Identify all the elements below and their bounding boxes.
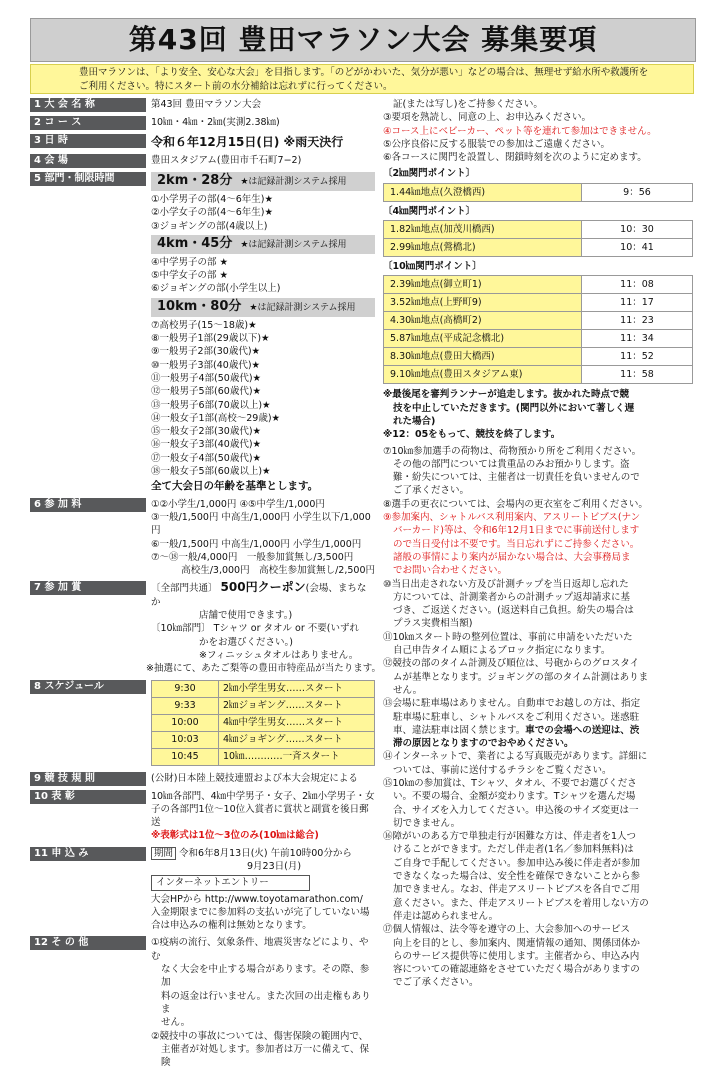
other-line: なく大会を中止する場合があります。その際、参加 <box>161 964 370 989</box>
division-10km-header: 10km・80分 ★は記録計測システム採用 <box>151 298 375 317</box>
section-fee <box>30 498 375 578</box>
period-start: 令和6年8月13日(火) 午前10時00分から <box>179 847 352 859</box>
other-line-warning: ④コース上にベビーカー、ペット等を連れて参加はできません。 <box>383 125 657 137</box>
other-line: 駐車場に駐車し、シャトルバスをご利用ください。迷惑駐 <box>393 711 640 723</box>
entry-line: 合は申込みの権利は無効となります。 <box>151 920 312 932</box>
other-line: ⑤公序良俗に反する服装での参加はご遠慮ください。 <box>383 138 611 150</box>
prize-common-tag: 〔全部門共通〕 <box>151 583 218 595</box>
table-row: 10:03 4㎞ジョギング……スタート <box>152 731 375 748</box>
other-line: ⑯障がいのある方で単独走行が困難な方は、伴走者を1人つ <box>383 831 637 843</box>
finisher-note: ※フィニッシュタオルはありません。 <box>199 649 359 661</box>
other-line: 伴走は認められません。 <box>393 910 499 922</box>
fee-line: ③一般/1,500円 中高生/1,000円 小学生以下/1,000円 <box>151 511 371 537</box>
gate-10km-table <box>383 275 693 384</box>
section-label: 6 参 加 料 <box>30 498 146 512</box>
division-item: ②小学女子の部(4〜6年生)★ <box>151 207 274 219</box>
other-line: ⑫競技の部のタイム計測及び順位は、号砲からのグロスタイ <box>383 658 640 670</box>
division-item: ⑬一般男子6部(70歳以上)★ <box>151 399 271 411</box>
other-line-warning: バーカード)等は、令和6年12月1日までに事前送付します <box>393 525 640 537</box>
other-line: 容についての確認連絡をさせていただく場合がありますの <box>393 964 640 976</box>
table-row: 9:33 2㎞ジョギング……スタート <box>152 697 375 714</box>
division-item: ⑥ジョギングの部(小学生以上) <box>151 283 281 295</box>
division-item: ⑨一般男子2部(30歳代)★ <box>151 346 261 358</box>
section-course <box>30 116 375 130</box>
section-prize <box>30 580 382 675</box>
fee-line: ①②小学生/1,000円 ④⑤中学生/1,000円 <box>151 498 325 510</box>
other-line: その他の部門については貴重品のみお預かりします。盗 <box>393 458 630 470</box>
other-line: ②競技中の事故については、傷害保険の範囲内で、 <box>151 1030 369 1042</box>
other-line: 加できません。なお、伴走アスリートビブスを各自でご用 <box>393 884 640 896</box>
division-item: ⑱一般女子5部(60歳以上)★ <box>151 466 271 478</box>
division-item: ⑮一般女子2部(30歳代)★ <box>151 426 262 438</box>
other-line: できなくなった場合は、安全性を確保できないことから参 <box>393 871 641 883</box>
other-line: プラス実費相当額) <box>393 618 473 630</box>
section-application <box>30 847 375 933</box>
entry-line: 入金期限までに参加料の支払いが完了していない場 <box>151 906 370 918</box>
division-4km-header: 4km・45分 ★は記録計測システム採用 <box>151 235 375 254</box>
event-date: 令和６年12月15日(日) ※雨天決行 <box>151 135 344 149</box>
other-line-warning: でお問い合わせください。 <box>393 565 508 577</box>
section-schedule <box>30 680 375 766</box>
award-line: 子の各部門1位〜10位入賞者に賞状と副賞を後日郵送 <box>151 803 369 829</box>
coupon-amount: 500円クーポン <box>220 580 306 595</box>
division-item: ⑤中学女子の部 ★ <box>151 270 229 282</box>
division-item: ⑯一般女子3部(40歳代)★ <box>151 439 262 451</box>
gate-4km-table <box>383 220 693 257</box>
table-row: 9.10㎞地点(豊田スタジアム東) 11：58 <box>384 366 693 384</box>
section-label: 9 競 技 規 則 <box>30 772 146 786</box>
section-label: 8 スケジュール <box>30 680 146 694</box>
entry-url-line: 大会HPから http://www.toyotamarathon.com/ <box>151 893 363 905</box>
table-row: 9:30 2㎞小学生男女……スタート <box>152 680 375 697</box>
other-line: ⑪10㎞スタート時の整列位置は、事前に申請をいただいた <box>383 631 633 643</box>
section-rules <box>30 772 375 786</box>
other-line: 意ください。また、伴走アスリートビブスを着用しない方の <box>393 897 649 909</box>
other-line: けることができます。ただし伴走者(1名／参加料無料)は <box>393 844 634 856</box>
other-line: でご了承ください。 <box>393 977 479 989</box>
other-line: せん。 <box>393 684 423 696</box>
other-line-warning: ので当日受付は不要です。当日忘れずにご持参ください。 <box>393 538 640 550</box>
section-label: 7 参 加 賞 <box>30 581 146 595</box>
other-line: ⑩当日出走されない方及び計測チップを当日返却し忘れた <box>383 578 629 590</box>
section-text: 豊田スタジアム(豊田市千石町7−2) <box>151 155 302 166</box>
left-column <box>30 98 382 1071</box>
division-item: ⑧一般男子1部(29歳以下)★ <box>151 333 270 345</box>
right-column <box>383 98 701 990</box>
fee-line: 高校生/3,000円 高校生参加賞無し/2,500円 <box>181 565 375 577</box>
other-line: 合、サイズを入力してください。申込後のサイズ変更は一 <box>393 804 639 816</box>
other-line: らのサービス提供等に使用します。主催者から、申込み内 <box>393 950 640 962</box>
other-line: 主催者が対処します。参加者は万一に備えて、保険 <box>161 1043 370 1069</box>
other-line: ⑰個人情報は、法令等を遵守の上、大会参加へのサービス <box>383 924 631 936</box>
table-row: 10:00 4㎞中学生男女……スタート <box>152 714 375 731</box>
section-label: 11 申 込 み <box>30 847 146 861</box>
table-row: 4.30㎞地点(高橋町2) 11：23 <box>384 312 693 330</box>
section-text: 10㎞・4㎞・2㎞(実測2.38㎞) <box>151 117 280 128</box>
division-item: ④中学男子の部 ★ <box>151 256 229 268</box>
section-text: (公財)日本陸上競技連盟および本大会規定による <box>151 772 358 784</box>
other-line: 証(または写し)をご持参ください。 <box>393 99 543 110</box>
coupon-note: (会場、まちなか <box>151 583 367 608</box>
no-dropoff-note: 滞の原因となりますのでおやめください。 <box>393 738 574 750</box>
other-line-warning: 諸般の事情により案内が届かない場合は、大会事務局ま <box>393 551 631 563</box>
period-end: 9月23日(月) <box>247 860 302 872</box>
section-label: 3 日 時 <box>30 134 146 148</box>
other-line: ついては、事前に送付するチラシをご覧ください。 <box>393 764 612 776</box>
section-label: 10 表 彰 <box>30 790 146 804</box>
other-line: ①疫病の流行、気象条件、地震災害などにより、やむ <box>151 937 369 962</box>
other-line: 方については、計測業者からの計測チップ返却請求に基 <box>393 591 631 603</box>
award-line: 10㎞各部門、4㎞中学男子・女子、2㎞小学男子・女 <box>151 790 375 802</box>
other-line: せん。 <box>161 1017 191 1029</box>
period-tag: 期間 <box>151 847 176 860</box>
sweeper-note: ※最後尾を審判ランナーが追走します。抜かれた時点で競 <box>383 389 629 401</box>
other-line: ⑮10㎞の参加賞は、Tシャツ、タオル、不要でお選びくださ <box>383 777 637 789</box>
section-other <box>30 936 375 1069</box>
no-dropoff-note: 車での会場への送迎は、渋 <box>525 724 640 736</box>
other-line: づき、ご返送ください。(返送料自己負担。紛失の場合は <box>393 605 634 617</box>
section-text: 第43回 豊田マラソン大会 <box>151 99 262 110</box>
other-line: ⑥各コースに関門を設置し、閉鎖時刻を次のように定めます。 <box>383 152 647 164</box>
section-divisions <box>30 172 375 494</box>
lottery-note: ※抽選にて、あたご梨等の豊田市特産品が当たります。 <box>146 663 382 675</box>
sweeper-note: 技を中止していただきます。(関門以外において著しく遅 <box>393 402 635 414</box>
notice-line: 豊田マラソンは、「より安全、安心な大会」を目指します。「のどがかわいた、気分が悪い」などの場合は、無理せず給水所や救護所を <box>79 67 649 78</box>
fee-line: ⑥一般/1,500円 中高生/1,000円 小学生/1,000円 <box>151 538 362 550</box>
division-item: ⑭一般女子1部(高校〜29歳)★ <box>151 412 281 424</box>
table-row: 2.99㎞地点(鶯橋北) 10：41 <box>384 239 693 257</box>
division-2km-header: 2km・28分 ★は記録計測システム採用 <box>151 172 375 191</box>
section-venue <box>30 154 375 168</box>
other-line: 難・紛失については、主催者は一切責任を負いませんので <box>393 472 640 484</box>
other-line: 切できません。 <box>393 817 461 829</box>
gate-2km-heading: 〔2㎞関門ポイント〕 <box>383 168 476 180</box>
section-label: 12 そ の 他 <box>30 936 146 950</box>
finish-time-note: ※12：05をもって、競技を終了します。 <box>383 429 561 441</box>
section-date <box>30 134 375 150</box>
internet-entry-box: インターネットエントリー <box>151 875 310 890</box>
gate-4km-heading: 〔4㎞関門ポイント〕 <box>383 205 476 217</box>
division-item: ⑦高校男子(15〜18歳)★ <box>151 319 257 331</box>
prize-10km-tag: 〔10㎞部門〕 <box>151 623 211 635</box>
division-item: ⑰一般女子4部(50歳代)★ <box>151 452 262 464</box>
prize-10km-text: かをお選びください。) <box>199 636 293 648</box>
sweeper-note: れた場合) <box>393 415 436 427</box>
other-line: 料の返金は行いません。また次回の出走権もありま <box>161 990 371 1015</box>
table-row: 1.44㎞地点(久澄橋西) 9：56 <box>384 183 693 201</box>
table-row: 8.30㎞地点(豊田大橋西) 11：52 <box>384 348 693 366</box>
section-label: 2 コ ー ス <box>30 116 146 130</box>
section-name <box>30 98 375 112</box>
gate-2km-table <box>383 183 693 202</box>
gate-10km-heading: 〔10㎞関門ポイント〕 <box>383 261 482 273</box>
other-line: ⑧選手の更衣については、会場内の更衣室をご利用ください。 <box>383 498 648 510</box>
other-line: ③要項を熟読し、同意の上、お申込みください。 <box>383 112 592 124</box>
division-item: ①小学男子の部(4〜6年生)★ <box>151 194 274 205</box>
other-line: ご了承ください。 <box>393 485 470 497</box>
table-row: 3.52㎞地点(上野町9) 11：17 <box>384 294 693 312</box>
section-label: 5 部門・制限時間 <box>30 172 146 186</box>
other-line: い。不要の場合、金額が変わります。Tシャツを選んだ場 <box>393 791 636 803</box>
other-line: ⑦10㎞参加選手の荷物は、荷物預かり所をご利用ください。 <box>383 445 642 457</box>
other-line-warning: ⑨参加案内、シャトルバス利用案内、アスリートビブス(ナン <box>383 512 641 524</box>
page-title: 第43回 豊田マラソン大会 募集要項 <box>30 18 696 62</box>
other-line: 向上を目的とし、参加案内、関連情報の通知、関係団体か <box>393 937 641 949</box>
table-row: 2.39㎞地点(御立町1) 11：08 <box>384 276 693 294</box>
award-note: ※表彰式は1位〜3位のみ(10㎞は総合) <box>151 830 319 842</box>
other-line: ご自身で手配してください。参加申込み後に伴走者が参加 <box>393 857 641 869</box>
section-label: 1 大 会 名 称 <box>30 98 146 112</box>
division-item: ③ジョギングの部(4歳以上) <box>151 220 268 232</box>
other-line: ⑭インターネットで、業者による写真販売があります。詳細に <box>383 751 648 763</box>
notice-line: ご利用ください。特にスタート前の水分補給は忘れずに行ってください。 <box>79 81 393 92</box>
division-item: ⑪一般男子4部(50歳代)★ <box>151 372 262 384</box>
safety-notice <box>30 64 694 94</box>
fee-line: ⑦〜⑱一般/4,000円 一般参加賞無し/3,500円 <box>151 551 354 563</box>
other-line: ムが基準となります。ジョギングの部のタイム計測はありま <box>393 671 649 683</box>
section-awards <box>30 790 375 843</box>
schedule-table <box>151 680 375 766</box>
coupon-note: 店舗で使用できます。) <box>199 610 293 622</box>
division-item: ⑫一般男子5部(60歳代)★ <box>151 386 262 398</box>
prize-10km-text: Tシャツ or タオル or 不要(いずれ <box>213 623 359 635</box>
section-label: 4 会 場 <box>30 154 146 168</box>
table-row: 10:45 10㎞…………一斉スタート <box>152 748 375 765</box>
other-line: ⑬会場に駐車場はありません。自動車でお越しの方は、指定 <box>383 698 641 710</box>
other-line: 自己申告タイム順によるブロック指定になります。 <box>393 645 611 657</box>
division-item: ⑩一般男子3部(40歳代)★ <box>151 359 261 371</box>
age-basis-note: 全て大会日の年齢を基準とします。 <box>151 480 319 493</box>
table-row: 5.87㎞地点(平成記念橋北) 11：34 <box>384 330 693 348</box>
table-row: 1.82㎞地点(加茂川橋西) 10：30 <box>384 221 693 239</box>
other-line: 車、違法駐車は固く禁じます。 <box>393 724 526 736</box>
